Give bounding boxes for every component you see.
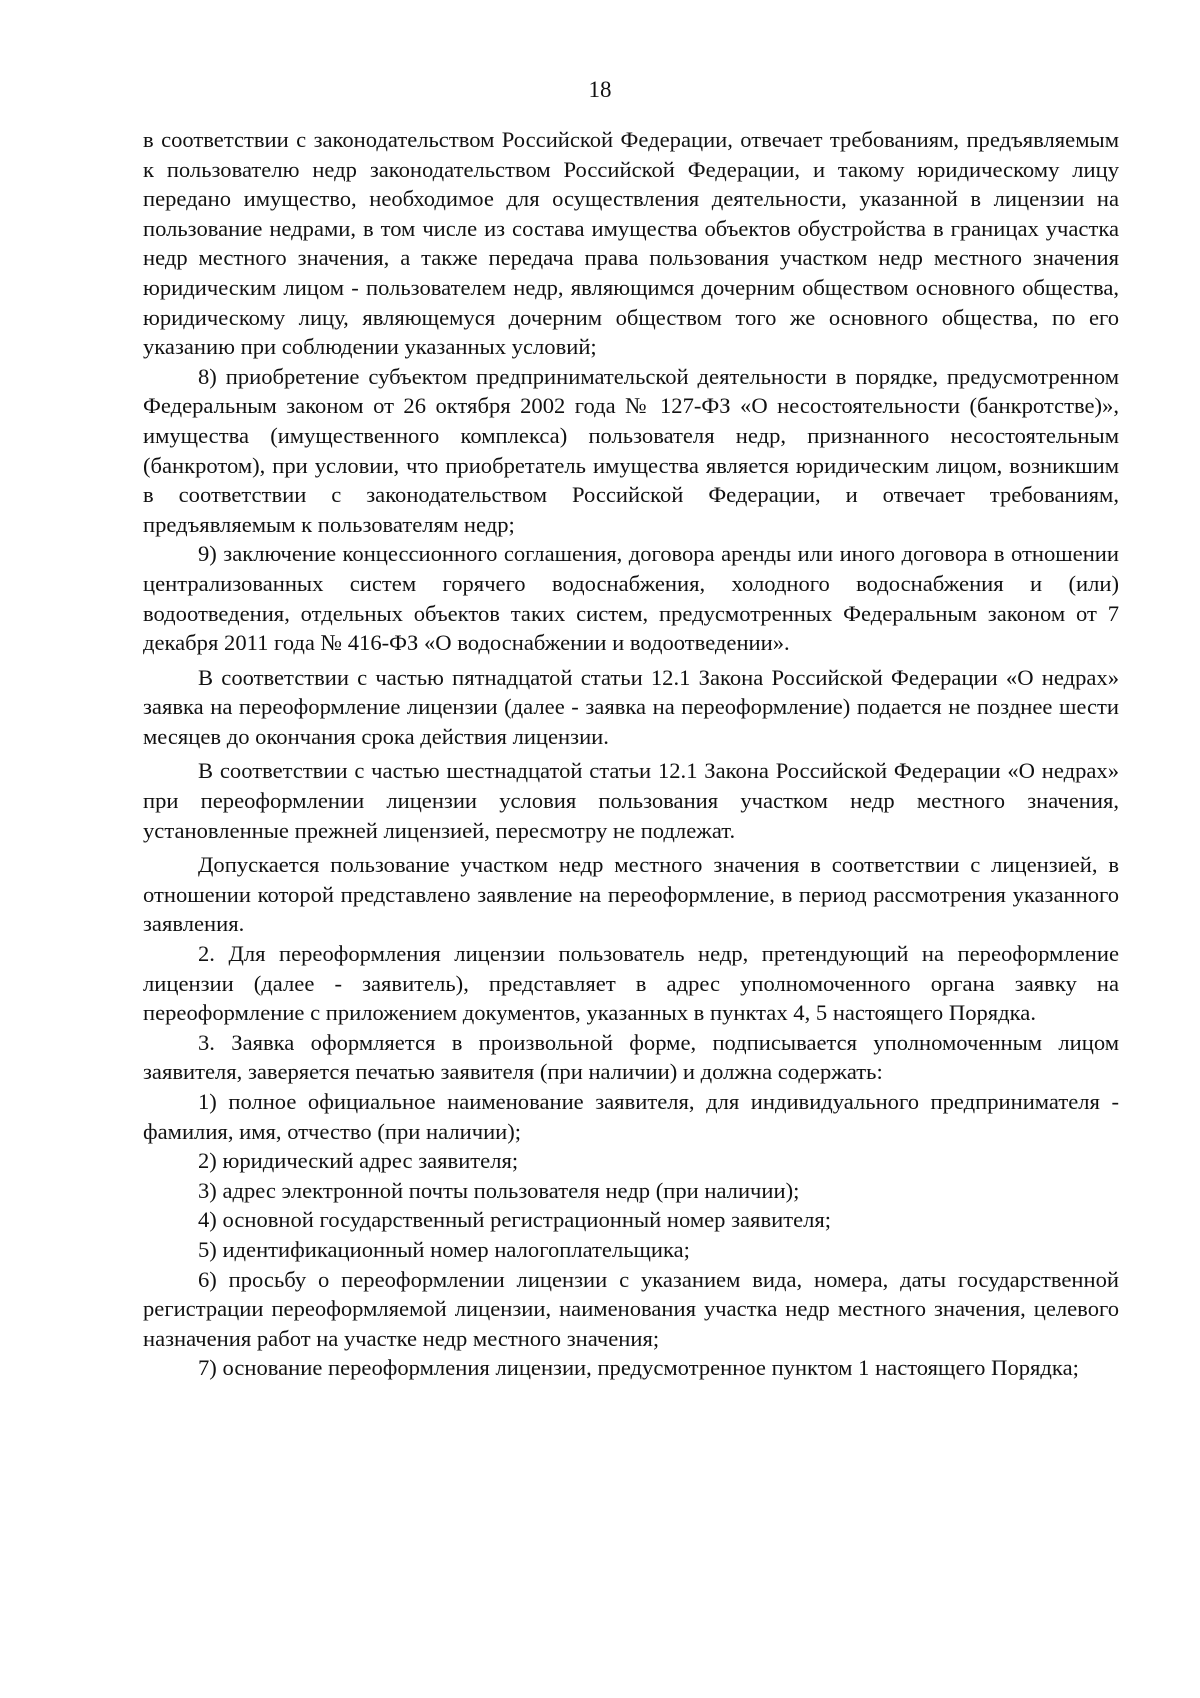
paragraph-part-15: В соответствии с частью пятнадцатой статьи 12.1 Закона Российской Федерации «О недрах» заявка на переоформление лицензии (далее - заявка на переоформление) подается не позднее шести месяцев до окончания срока действия лицензии. — [143, 664, 1119, 749]
paragraph-part-16: В соответствии с частью шестнадцатой статьи 12.1 Закона Российской Федерации «О недрах» при переоформлении лицензии условия пользования участком недр местного значения, установленные прежней лицензией, пересмотру не подлежат. — [143, 758, 1119, 843]
paragraph-point-2: 2. Для переоформления лицензии пользователь недр, претендующий на переоформление лицензии (далее - заявитель), представляет в адрес уполномоченного органа заявку на переоформление с приложением документов, указанных в пунктах 4, 5 настоящего Порядка. — [143, 941, 1119, 1026]
list-item-1: 1) полное официальное наименование заявителя, для индивидуального предпринимателя - фамилия, имя, отчество (при наличии); — [143, 1089, 1119, 1144]
paragraph-point-3: 3. Заявка оформляется в произвольной форме, подписывается уполномоченным лицом заявителя, заверяется печатью заявителя (при наличии) и должна содержать: — [143, 1029, 1119, 1085]
list-item-7: 7) основание переоформления лицензии, предусмотренное пунктом 1 настоящего Порядка; — [198, 1355, 1079, 1381]
list-item-3: 3) адрес электронной почты пользователя недр (при наличии); — [198, 1177, 800, 1203]
document-body — [143, 125, 1119, 1383]
paragraph-usage-permitted: Допускается пользование участком недр местного значения в соответствии с лицензией, в отношении которой представлено заявление на переоформление, в период рассмотрения указанного заявления. — [143, 852, 1119, 937]
page-number: 18 — [588, 77, 612, 102]
list-item-4: 4) основной государственный регистрационный номер заявителя; — [198, 1207, 832, 1233]
list-item-2: 2) юридический адрес заявителя; — [198, 1148, 519, 1174]
list-item-6: 6) просьбу о переоформлении лицензии с указанием вида, номера, даты государственной регистрации переоформляемой лицензии, наименования участка недр местного значения, целевого назначения работ на участке недр местного значения; — [143, 1266, 1119, 1351]
paragraph-item-8: 8) приобретение субъектом предпринимательской деятельности в порядке, предусмотренном Федеральным законом от 26 октября 2002 года № 127-ФЗ «О несостоятельности (банкротстве)», имущества (имущественного комплекса) пользователя недр, признанного несостоятельным (банкротом), при условии, что приобретатель имущества является юридическим лицом, возникшим в соответствии с законодательством Российской Федерации, и отвечает требованиям, предъявляемым к пользователям недр; — [143, 363, 1119, 537]
paragraph-continuation: в соответствии с законодательством Российской Федерации, отвечает требованиям, предъявляемым к пользователю недр законодательством Российской Федерации, и такому юридическому лицу передано имущество, необходимое для осуществления деятельности, указанной в лицензии на пользование недрами, в том числе из состава имущества объектов обустройства в границах участка недр местного значения, а также передача права пользования участком недр местного значения юридическим лицом - пользователем недр, являющимся дочерним обществом основного общества, юридическому лицу, являющемуся дочерним обществом того же основного общества, по его указанию при соблюдении указанных условий; — [143, 127, 1119, 360]
list-item-5: 5) идентификационный номер налогоплательщика; — [198, 1236, 690, 1262]
paragraph-item-9: 9) заключение концессионного соглашения, договора аренды или иного договора в отношении централизованных систем горячего водоснабжения, холодного водоснабжения и (или) водоотведения, отдельных объектов таких систем, предусмотренных Федеральным законом от 7 декабря 2011 года № 416-ФЗ «О водоснабжении и водоотведении». — [143, 541, 1119, 656]
